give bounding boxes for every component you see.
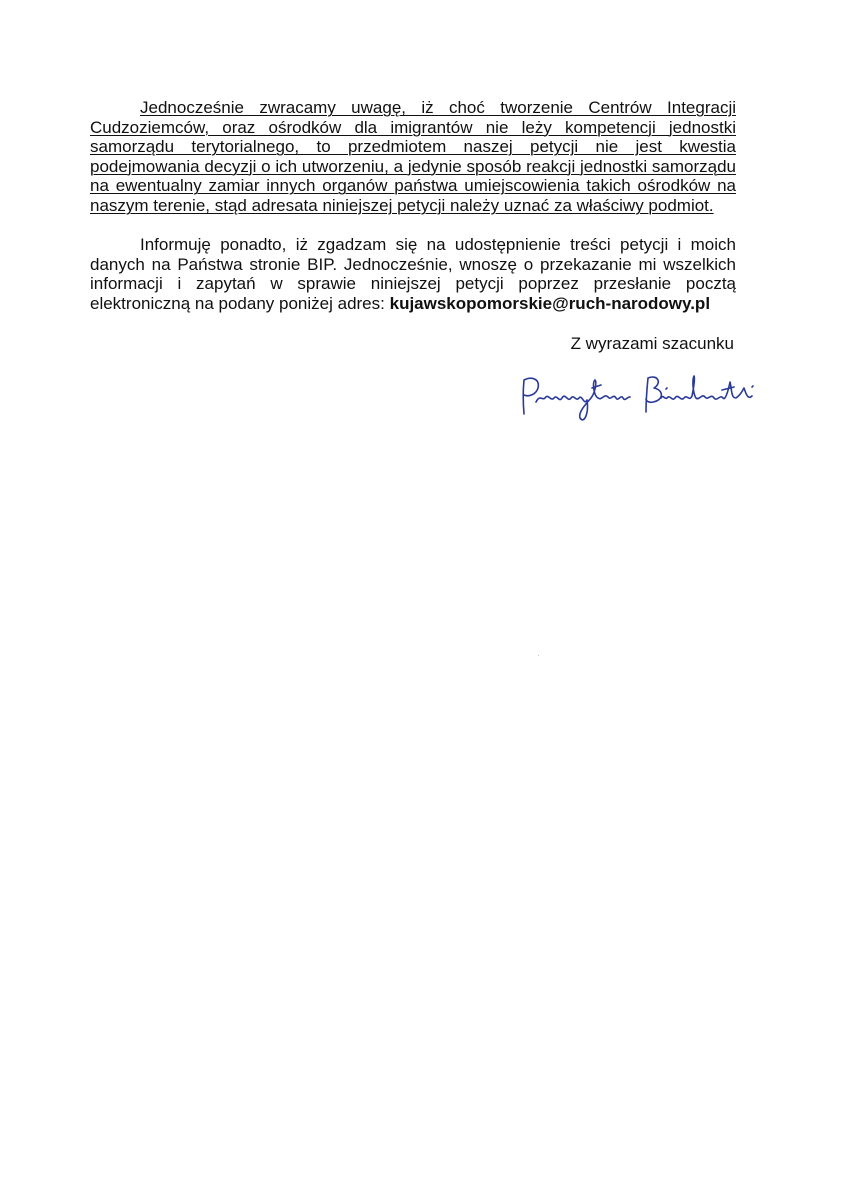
paragraph-1-text: Jednocześnie zwracamy uwagę, iż choć tworzenie Centrów Integracji Cudzoziemców, oraz ośrodków dla imigrantów nie leży kompetencji jednostki samorządu terytorialnego, to przedmiotem naszej petycji nie jest kwestia podejmowania decyzji o ich utworzeniu, a jedynie sposób reakcji jednostki samorządu na ewentualny zamiar innych organów państwa umiejscowienia takich ośrodków na naszym terenie, stąd adresata niniejszej petycji należy uznać za właściwy podmiot. (90, 98, 736, 215)
paragraph-consent (90, 235, 736, 313)
handwritten-signature (512, 368, 764, 430)
paragraph-petition-scope (90, 98, 736, 216)
closing-salutation: Z wyrazami szacunku (570, 334, 734, 353)
contact-email: kujawskopomorskie@ruch-narodowy.pl (389, 293, 711, 313)
scan-speck (538, 655, 539, 656)
paragraph-2-text: Informuję ponadto, iż zgadzam się na udostępnienie treści petycji i moich danych na Państwa stronie BIP. Jednocześnie, wnoszę o przekazanie mi wszelkich informacji i zapytań w sprawie niniejszej petycji poprzez przesłanie pocztą elektroniczną na podany poniżej adres: (90, 235, 736, 313)
